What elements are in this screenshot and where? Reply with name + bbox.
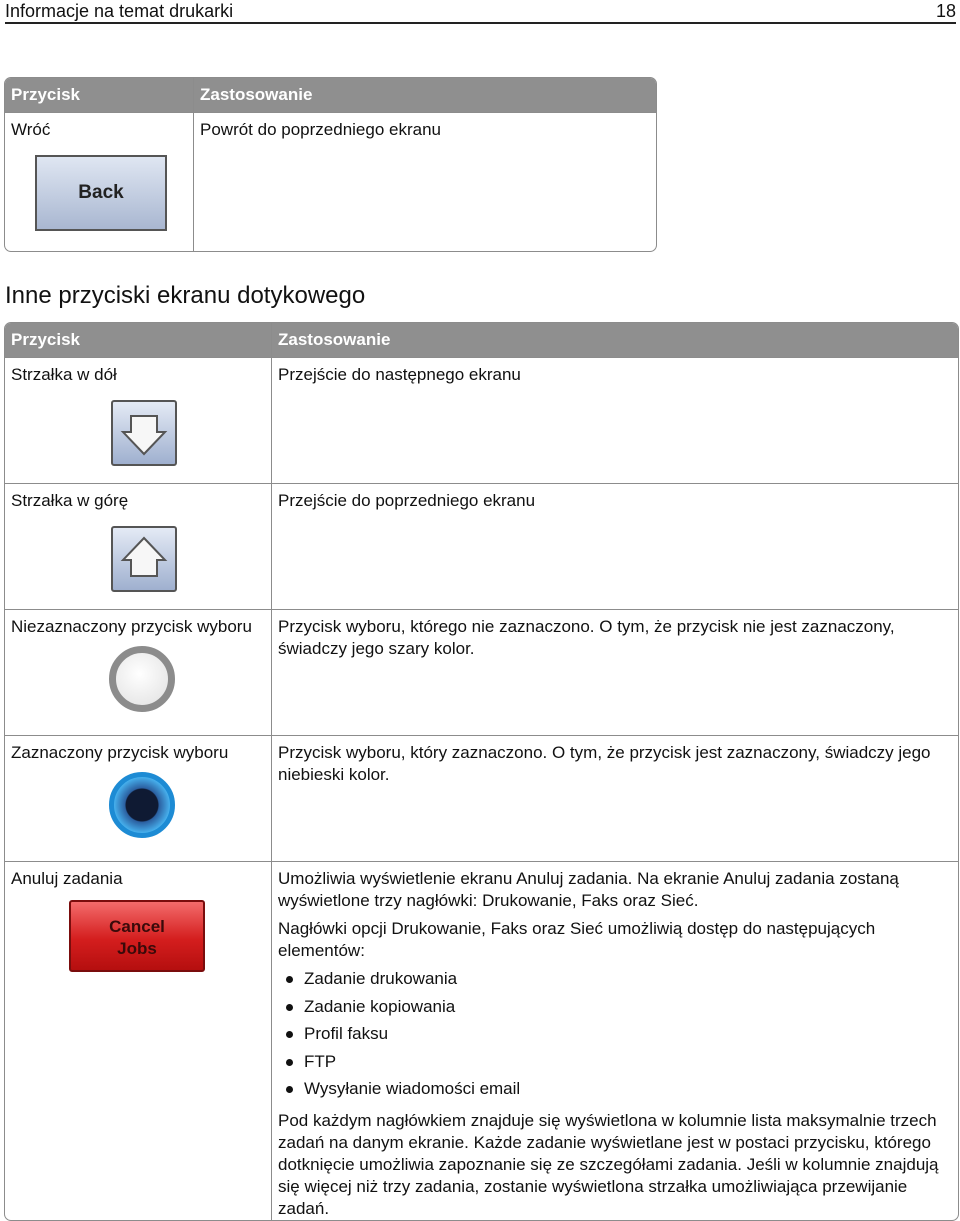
arrow-down-button[interactable] (111, 400, 177, 466)
cancel-jobs-button[interactable] (69, 900, 205, 972)
button-usage: Przejście do następnego ekranu (272, 357, 958, 483)
list-item: Wysyłanie wiadomości email (304, 1078, 952, 1106)
column-header-usage: Zastosowanie (272, 323, 958, 357)
table-row (5, 609, 958, 735)
usage-paragraph-2: Nagłówki opcji Drukowanie, Faks oraz Sieć umożliwią dostęp do następujących elementów: (278, 919, 876, 960)
column-header-button: Przycisk (5, 78, 194, 112)
radio-selected-icon[interactable] (109, 772, 175, 838)
button-usage: Przycisk wyboru, którego nie zaznaczono. O tym, że przycisk nie jest zaznaczony, świadczy jego szary kolor. (272, 609, 958, 735)
list-item: Profil faksu (304, 1023, 952, 1051)
button-name: Strzałka w dół (11, 365, 117, 384)
button-name: Zaznaczony przycisk wyboru (11, 743, 229, 762)
list-item: Zadanie drukowania (304, 968, 952, 996)
section-title: Inne przyciski ekranu dotykowego (5, 282, 366, 309)
header-title: Informacje na temat drukarki (5, 1, 234, 21)
button-name: Niezaznaczony przycisk wyboru (11, 617, 252, 636)
column-header-usage: Zastosowanie (194, 78, 656, 112)
back-button-table (4, 77, 657, 252)
column-header-button: Przycisk (5, 323, 272, 357)
table-row (5, 357, 958, 483)
button-usage: Powrót do poprzedniego ekranu (194, 112, 656, 251)
table-row (5, 483, 958, 609)
table-row (5, 735, 958, 861)
table-row (5, 112, 656, 251)
radio-unselected-icon[interactable] (109, 646, 175, 712)
button-usage (272, 861, 958, 1220)
cancel-jobs-label-1: Cancel (109, 917, 165, 936)
button-name: Strzałka w górę (11, 491, 129, 510)
table-row (5, 861, 958, 1220)
arrow-up-icon (113, 528, 175, 590)
touchscreen-buttons-table (4, 322, 959, 1221)
arrow-down-icon (113, 402, 175, 464)
button-name: Wróć (11, 120, 51, 139)
usage-paragraph-3: Pod każdym nagłówkiem znajduje się wyświetlona w kolumnie lista maksymalnie trzech zadań na danym ekranie. Każde zadanie wyświetlane jest w postaci przycisku, którego dotknięcie umożliwia zapoznanie się ze szczegółami zadania. Jeśli w kolumnie znajdują się więcej niż trzy zadania, zostanie wyświetlona strzałka umożliwiająca przewijanie zadań. (278, 1110, 939, 1218)
button-name: Anuluj zadania (11, 869, 123, 888)
cancel-jobs-label-2: Jobs (117, 939, 157, 958)
list-item: FTP (304, 1051, 952, 1079)
cancel-jobs-items (278, 968, 952, 1106)
button-usage: Przejście do poprzedniego ekranu (272, 483, 958, 609)
page-header (5, 0, 956, 24)
button-usage: Przycisk wyboru, który zaznaczono. O tym, że przycisk jest zaznaczony, świadczy jego niebieski kolor. (272, 735, 958, 861)
page-number: 18 (935, 1, 956, 21)
arrow-up-button[interactable] (111, 526, 177, 592)
list-item: Zadanie kopiowania (304, 996, 952, 1024)
usage-paragraph-1: Umożliwia wyświetlenie ekranu Anuluj zadania. Na ekranie Anuluj zadania zostaną wyświetlone trzy nagłówki: Drukowanie, Faks oraz Sieć. (278, 869, 899, 910)
back-button[interactable]: Back (35, 155, 167, 231)
